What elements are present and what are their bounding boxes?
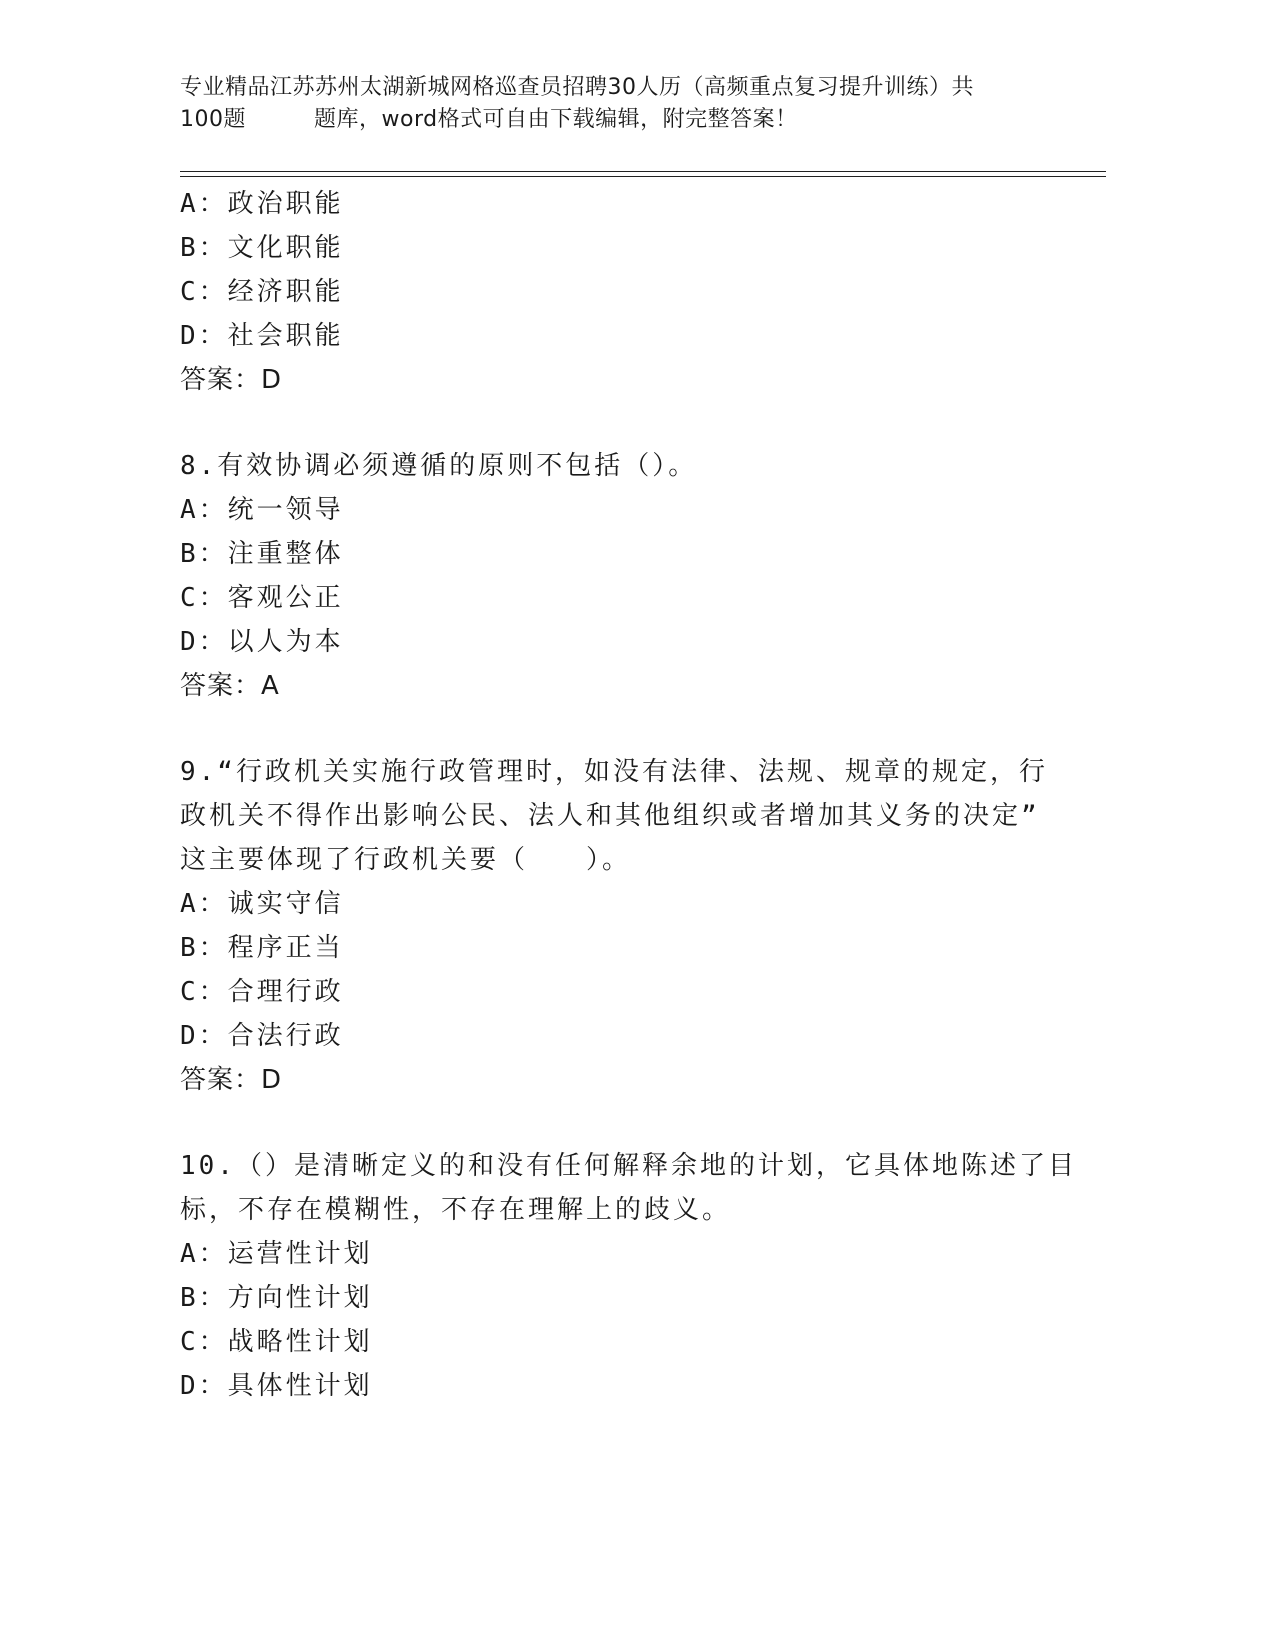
option-b: B：方向性计划 (180, 1283, 373, 1313)
option-b: B：注重整体 (180, 539, 344, 569)
option-a: A：政治职能 (180, 189, 344, 219)
question-text-line2: 政机关不得作出影响公民、法人和其他组织或者增加其义务的决定” (180, 801, 1040, 831)
question-text-line1: 10.（）是清晰定义的和没有任何解释余地的计划，它具体地陈述了目 (180, 1151, 1077, 1181)
option-a: A：诚实守信 (180, 889, 344, 919)
header-title-line2 (180, 104, 1060, 136)
question-text: 8.有效协调必须遵循的原则不包括（）。 (180, 451, 698, 481)
header-title-count: 100题 (180, 107, 246, 132)
question-7 (180, 182, 1080, 402)
header-rule-bottom (180, 176, 1106, 177)
option-d: D：社会职能 (180, 321, 344, 351)
question-8 (180, 444, 1080, 708)
question-text-line3-end: ）。 (586, 845, 632, 875)
page-header (180, 72, 1060, 136)
option-b: B：文化职能 (180, 233, 344, 263)
option-a: A：统一领导 (180, 495, 344, 525)
question-text-line3-start: 这主要体现了行政机关要（ (180, 845, 529, 875)
question-text-line2: 标，不存在模糊性，不存在理解上的歧义。 (180, 1195, 732, 1225)
header-title-line1: 专业精品江苏苏州太湖新城网格巡查员招聘30人历（高频重点复习提升训练）共 (180, 75, 974, 100)
question-10 (180, 1144, 1080, 1408)
question-9 (180, 750, 1080, 1102)
question-list (180, 182, 1080, 1408)
header-rule-top (180, 171, 1106, 172)
question-text-line3 (180, 838, 1080, 882)
answer: 答案：A (180, 671, 280, 701)
option-c: C：合理行政 (180, 977, 344, 1007)
option-d: D：以人为本 (180, 627, 344, 657)
option-c: C：战略性计划 (180, 1327, 373, 1357)
option-d: D：合法行政 (180, 1021, 344, 1051)
answer: 答案：D (180, 365, 283, 395)
option-c: C：客观公正 (180, 583, 344, 613)
header-title-rest: 题库，word格式可自由下载编辑，附完整答案！ (314, 107, 798, 132)
option-a: A：运营性计划 (180, 1239, 373, 1269)
question-text-line1: 9.“行政机关实施行政管理时，如没有法律、法规、规章的规定，行 (180, 757, 1048, 787)
option-b: B：程序正当 (180, 933, 344, 963)
option-d: D：具体性计划 (180, 1371, 373, 1401)
option-c: C：经济职能 (180, 277, 344, 307)
answer: 答案：D (180, 1065, 283, 1095)
